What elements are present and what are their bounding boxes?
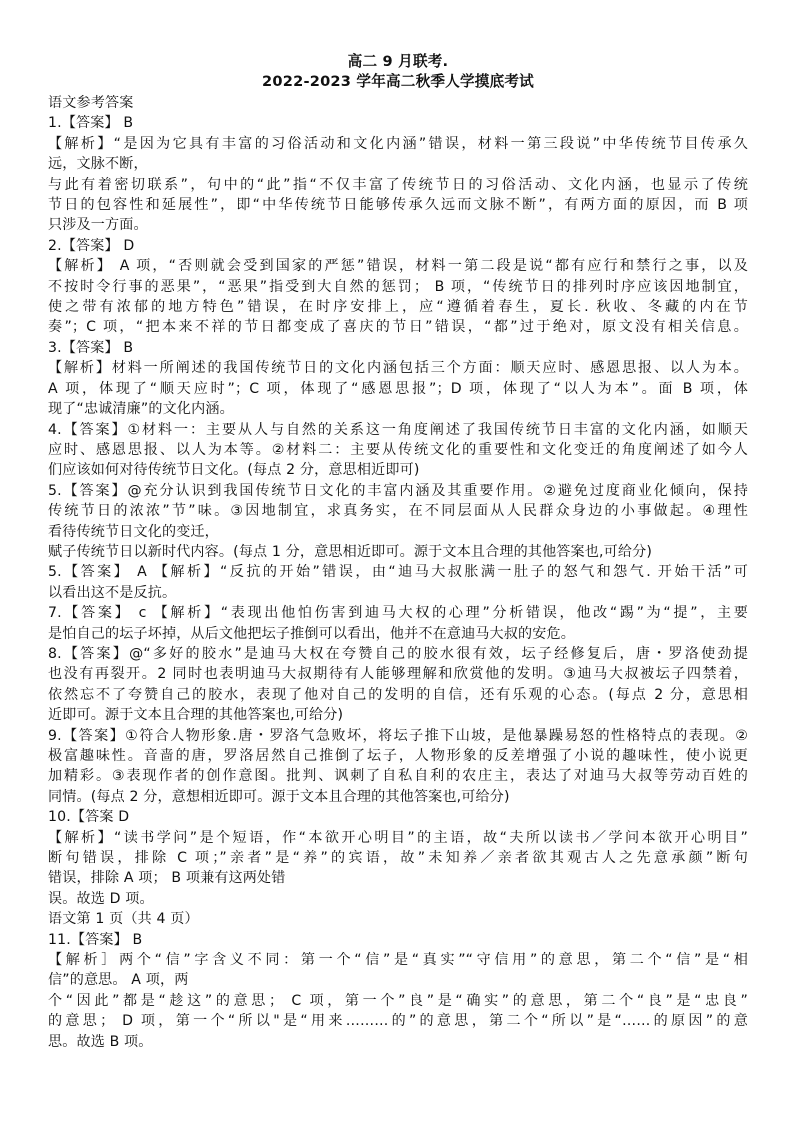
text-line: 看待传统节日文化的变迁， bbox=[48, 523, 219, 540]
text-line: 是怕自己的坛子坏掉，从后文他把坛子推倒可以看出，他并不在意迪马大叔的安危。 bbox=[48, 625, 576, 642]
text-line: 8.【答案】@“多好的胶水”是迪马大权在夸赞自己的胶水很有效，坛子经修复后，唐・罗洛使劲提 bbox=[48, 645, 748, 662]
text-line: 3.【答案】 B bbox=[48, 339, 134, 356]
text-line: 也没有再裂开。2 同时也表明迪马大叔期待有人能够理解和欣赏他的发明。③迪马大叔被坛子四禁着， bbox=[48, 666, 748, 683]
text-line: 7.【答案】 c 【解析】“表现出他怕伤害到迪马大权的心理”分析错误，他改“踢”为“提”，主要 bbox=[48, 605, 748, 622]
text-line: 【解析】“是因为它具有丰富的习俗活动和文化内涵”错误，材料一第三段说”中华传统节目传承久 bbox=[48, 135, 748, 152]
text-line: 9.【答案】①符合人物形象.唐・罗洛气急败坏，将坛子推下山坡，是他暴躁易怒的性格特点的表现。② bbox=[48, 727, 748, 744]
text-line: 节日的包容性和延展性”，即“中华传统节日能够传承久远而文脉不断”，有两方面的原因，而 B 项 bbox=[48, 197, 748, 214]
text-line: 【解析］两个“信”字含义不同：第一个“信”是“真实”“守信用”的意思，第二个“信”是“相 bbox=[48, 952, 748, 969]
text-line: A 项，体现了“顺天应时”；C 项，体现了“感恩思报”；D 项，体现了“以人为本”。面 B 项，体 bbox=[48, 380, 748, 397]
text-line: 们应该如何对待传统节日文化。(每点 2 分，意思相近即可) bbox=[48, 462, 420, 479]
text-line: 语文参考答案 bbox=[48, 95, 134, 111]
document-subtitle: 2022-2023 学年高二秋季人学摸底考试 bbox=[262, 73, 534, 90]
answer-body bbox=[48, 93, 748, 1052]
text-line: 远，文脉不断， bbox=[48, 156, 148, 173]
text-line: 错误，排除 A 项； B 项兼有这两处错 bbox=[48, 870, 286, 887]
text-line: 依然忘不了夸赞自己的胶水，表现了他对自己的发明的自信，还有乐观的心态。(每点 2 分，意思相 bbox=[48, 686, 748, 703]
text-line: 极富趣味性。音啬的唐，罗洛居然自己推倒了坛子，人物形象的反差增强了小说的趣味性，使小说更 bbox=[48, 748, 748, 764]
text-line: 加精彩。③表现作者的创作意图。批判、讽刺了自私自利的农庄主，表达了对迪马大叔等劳动百姓的 bbox=[48, 768, 748, 785]
text-line: 奏”；C 项，“把本来不祥的节日都变成了喜庆的节日”错误，“都”过于绝对，原文没有相关信息。 bbox=[48, 319, 748, 336]
text-line: 1.【答案】 B bbox=[48, 115, 134, 132]
text-line: 4.【答案】①材料一：主要从人与自然的关系这一角度阐述了我国传统节日丰富的文化内涵，如顺天 bbox=[48, 421, 748, 438]
text-line: 赋子传统节日以新时代内容。(每点 1 分，意思相近即可。源于文本且合理的其他答案也,可给分) bbox=[48, 543, 653, 560]
text-line: 的意思； D 项，第一个“所以"是“用来………的”的意思，第二个“所以”是“……的原因”的意 bbox=[48, 1013, 748, 1030]
text-line: 语文第 1 页（共 4 页） bbox=[48, 911, 199, 928]
text-line: 【解析】“读书学问”是个短语，作“本欲开心明目”的主语，故“夫所以读书／学问本欲开心明目” bbox=[48, 829, 748, 846]
text-line: 以看出这不是反抗。 bbox=[48, 584, 177, 601]
text-line: 传统节日的浓浓”节”味。③因地制宜，求真务实，在不同层面从人民群众身边的小事做起。④理性 bbox=[48, 503, 748, 520]
text-line: 不按时令行事的恶果”，“恶果”指受到大自然的惩罚； B 项，“传统节日的排列时序应该因地制宜， bbox=[48, 278, 748, 295]
text-line: 2.【答案】 D bbox=[48, 237, 135, 254]
text-line: 现了“忠诚清廉”的文化内涵。 bbox=[48, 401, 234, 418]
text-line: 断句错误，排除 C 项；”亲者”是“养”的宾语，故”未知养／亲者欲其观古人之先意承颜”断句 bbox=[48, 850, 748, 867]
text-line: 5.【答案】 A 【解析】“反抗的开始”错误，由“迪马大叔胀满一肚子的怒气和怨气. 开始干活”可 bbox=[48, 564, 748, 581]
text-line: 10.【答案 D bbox=[48, 809, 130, 826]
text-line: 【解析】 A 项，“否则就会受到国家的严惩”错误，材料一第二段是说“都有应行和禁行之事，以及 bbox=[48, 258, 748, 275]
text-line: 11.【答案】 B bbox=[48, 931, 143, 948]
text-line: 5.【答案】@充分认识到我国传统节日文化的丰富内涵及其重要作用。②避免过度商业化倾向，保持 bbox=[48, 482, 748, 499]
document-title: 高二 9 月联考. bbox=[347, 53, 449, 70]
text-line: 误。故选 D 项。 bbox=[48, 890, 154, 907]
text-line: 思。故选 B 项。 bbox=[48, 1033, 153, 1050]
text-line: 【解析】材料一所阐述的我国传统节日的文化内涵包括三个方面：顺天应时、感恩思报、以人为本。 bbox=[48, 360, 748, 377]
text-line: 应时、感恩思报、以人为本等。②材料二：主要从传统文化的重要性和文化变迁的角度阐述了如今人 bbox=[48, 441, 748, 458]
text-line: 个“因此”都是“趁这”的意思； C 项，第一个”良”是“确实”的意思，第二个“良”是“忠良” bbox=[48, 992, 748, 1009]
text-line: 信”的意思。 A 项，两 bbox=[48, 972, 189, 989]
text-line: 使之带有浓郁的地方特色”错误，在时序安排上，应“遵循着春生，夏长. 秋收、冬藏的内在节 bbox=[48, 299, 748, 316]
text-line: 近即可。源于文本且合理的其他答案也,可给分) bbox=[48, 707, 344, 724]
document-header bbox=[48, 52, 748, 92]
text-line: 只涉及一方面。 bbox=[48, 217, 148, 234]
text-line: 同情。(每点 2 分，意想相近即可。源于文本且合理的其他答案也,可给分) bbox=[48, 788, 510, 805]
text-line: 与此有着密切联系”，句中的“此”指“不仅丰富了传统节日的习俗活动、文化内涵，也显示了传统 bbox=[48, 176, 748, 193]
